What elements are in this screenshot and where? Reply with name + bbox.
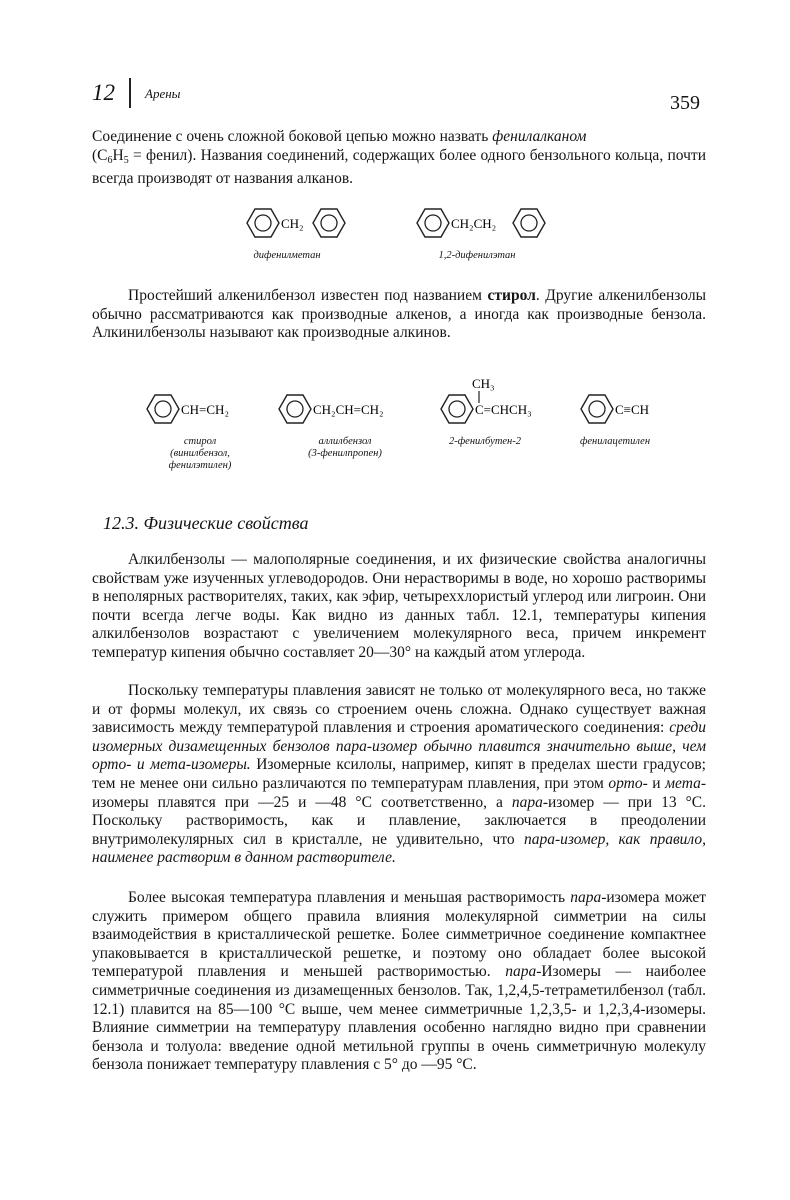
caption-diphenylmethane: дифенилметан [253, 250, 321, 261]
chapter-number: 12 [92, 80, 115, 105]
styrene-structure [140, 388, 260, 432]
structure-formula: CH₂ [281, 216, 304, 231]
paragraph-melting-points: Поскольку температуры плавления зависят не только от молекулярного веса, но также и от формы молекул, их связь со строением очень сложна. Однако существует важная зависимость между температурой плавления и строения ароматического соединения: среди изомерных дизамещенных бензолов пара-изомер обычно плавится значительно выше, чем орто- и мета-изомеры. Изомерные ксилолы, например, кипят в пределах шести градусов; тем не менее они сильно различаются по температурам плавления, при этом орто- и мета-изомеры плавятся при —25 и —48 °С соответственно, а пара-изомер — при 13 °С. Поскольку растворимость, как и плавление, заключается в преодолении внутримолекулярных сил в кристалле, не удивительно, что пара-изомер, как правило, наименее растворим в данном растворителе. [92, 682, 707, 867]
caption-diphenylethane: 1,2-дифенилэтан [438, 250, 516, 261]
structure-formula: CH₂CH=CH₂ [313, 402, 384, 417]
phenylbutene-structure [434, 374, 554, 432]
chapter-title: Арены [145, 86, 181, 101]
methyl-group: CH₃ [472, 376, 495, 391]
caption-phenylacetylene: фенилацетилен [579, 436, 651, 447]
paragraph-physical-properties: Алкилбензолы — малополярные соединения, и их физические свойства аналогичны свойствам уже изученных углеводородов. Они нерастворимы в воде, но хорошо растворимы в неполярных растворителях, таких, как эфир, четыреххлористый углерод или лигроин. Они почти всегда легче воды. Как видно из данных табл. 12.1, температуры кипения алкилбензолов возрастают с увеличением молекулярного веса, причем инкремент температур кипения обычно составляет 20—30° на каждый атом углерода. [92, 551, 706, 661]
diphenylmethane-structure [240, 200, 390, 250]
caption-styrene: стирол (винилбензол, фенилэтилен) [168, 436, 232, 471]
page-number: 359 [670, 92, 700, 114]
paragraph-symmetry: Более высокая температура плавления и меньшая растворимость пара-изомера может служить примером общего правила влияния молекулярной симметрии на силы взаимодействия в кристаллической решетке. Более симметричное соединение компактнее упаковывается в кристаллической решетке, и поэтому оно обладает более высокой температурой плавления и меньшей растворимостью. пара-Изомеры — наиболее симметричные соединения из дизамещенных бензолов. Так, 1,2,4,5-тетраметилбензол (табл. 12.1) плавится на 85—100 °С выше, чем менее симметричные 1,2,3,5- и 1,2,3,4-изомеры. Влияние симметрии на температуру плавления особенно наглядно видно при сравнении бензола и толуола: введение одной метильной группы в очень симметричную молекулу бензола понижает температуру плавления с 5° до —95 °С. [92, 889, 706, 1074]
diphenylethane-structure [410, 200, 560, 250]
intro-paragraph: Соединение с очень сложной боковой цепью можно назвать фенилалканом ($C_6H_5$ = фенил). Названия соединений, содержащих более одного бензольного кольца, почти всегда производят от названия алканов. [92, 128, 706, 188]
structure-formula: C=CHCH₃ [475, 402, 532, 417]
phenylacetylene-structure [574, 388, 674, 432]
allylbenzene-structure [272, 388, 412, 432]
caption-phenylbutene: 2-фенилбутен-2 [448, 436, 522, 447]
section-heading: 12.3. Физические свойства [103, 513, 309, 533]
structure-formula: C≡CH [615, 402, 650, 417]
structure-formula: CH=CH₂ [181, 402, 229, 417]
paragraph-alkenylbenzenes: Простейший алкенилбензол известен под названием стирол. Другие алкенилбензолы обычно рассматриваются как производные алкенов, а иногда как производные бензола. Алкинилбензолы называют как производные алкинов. [92, 287, 706, 342]
caption-allylbenzene: аллилбензол (3-фенилпропен) [308, 436, 382, 459]
header-divider [129, 78, 131, 108]
structure-formula: CH₂CH₂ [451, 216, 497, 231]
